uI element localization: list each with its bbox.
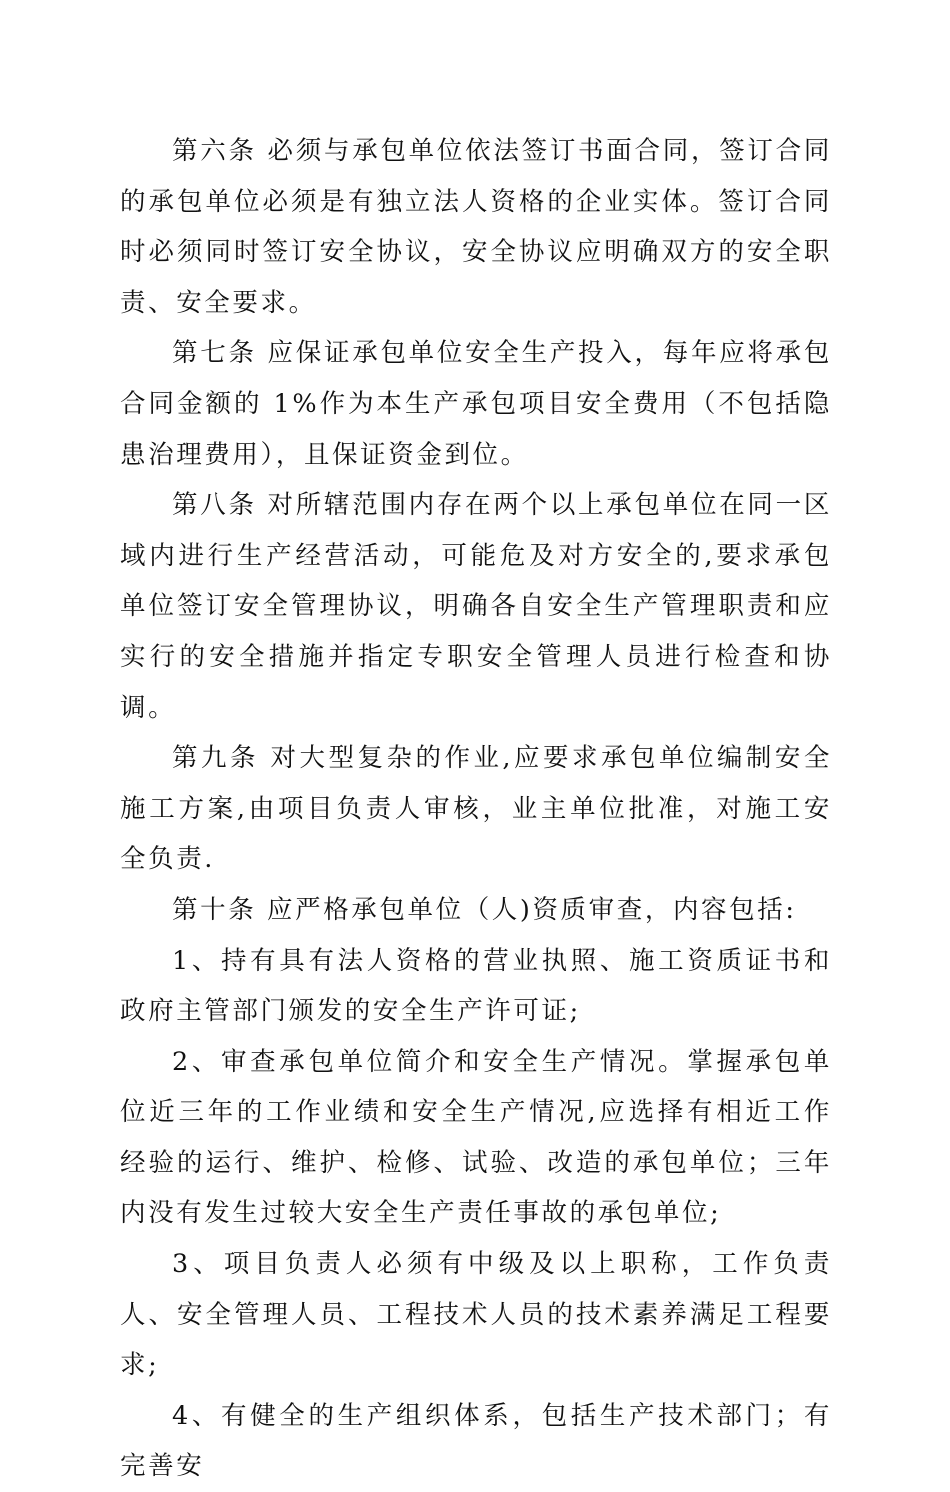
list-item-3: 3、项目负责人必须有中级及以上职称，工作负责人、安全管理人员、工程技术人员的技术素养满足工程要求; xyxy=(120,1249,832,1381)
paragraph-article-6: 第六条 必须与承包单位依法签订书面合同，签订合同的承包单位必须是有独立法人资格的企业实体。签订合同时必须同时签订安全协议，安全协议应明确双方的安全职责、安全要求。 xyxy=(120,136,832,318)
paragraph-article-7: 第七条 应保证承包单位安全生产投入，每年应将承包合同金额的 1%作为本生产承包项目安全费用（不包括隐患治理费用），且保证资金到位。 xyxy=(120,338,832,470)
paragraph-article-9: 第九条 对大型复杂的作业,应要求承包单位编制安全施工方案,由项目负责人审核，业主单位批准，对施工安全负责. xyxy=(120,743,832,875)
document-body xyxy=(120,126,832,1492)
paragraph-article-8: 第八条 对所辖范围内存在两个以上承包单位在同一区域内进行生产经营活动，可能危及对方安全的,要求承包单位签订安全管理协议，明确各自安全生产管理职责和应实行的安全措施并指定专职安全管理人员进行检查和协调。 xyxy=(120,490,832,723)
list-item-4: 4、有健全的生产组织体系，包括生产技术部门；有完善安 xyxy=(120,1400,832,1482)
paragraph-article-10: 第十条 应严格承包单位（人)资质审查，内容包括: xyxy=(172,894,797,925)
list-item-2: 2、审查承包单位简介和安全生产情况。掌握承包单位近三年的工作业绩和安全生产情况,应选择有相近工作经验的运行、维护、检修、试验、改造的承包单位；三年内没有发生过较大安全生产责任事故的承包单位; xyxy=(120,1046,832,1229)
list-item-1: 1、持有具有法人资格的营业执照、施工资质证书和政府主管部门颁发的安全生产许可证; xyxy=(120,945,832,1027)
